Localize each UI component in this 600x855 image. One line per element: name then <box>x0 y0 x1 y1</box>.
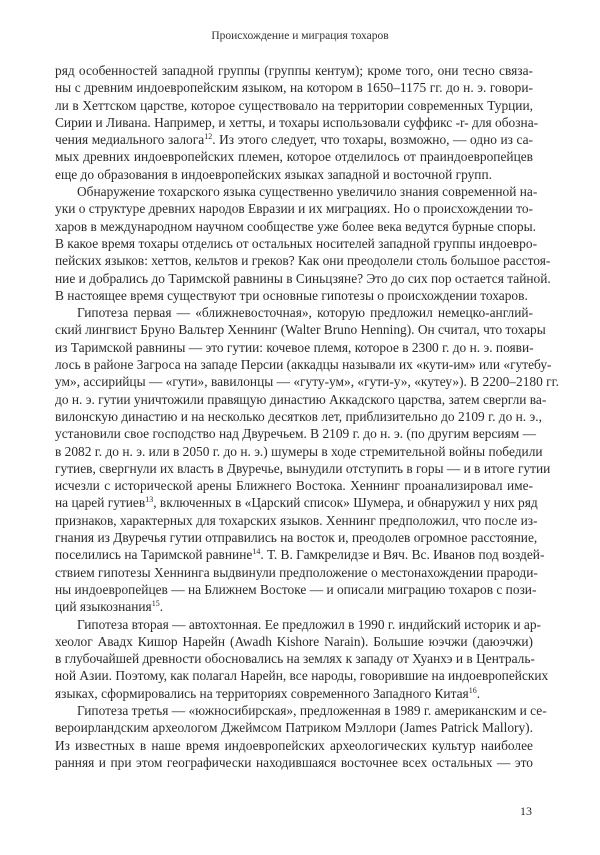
body-text <box>55 62 559 771</box>
text-line: ны с древним индоевропейским языком, на котором в 1650–1175 гг. до н. э. говори- <box>55 80 533 96</box>
text-line: В настоящее время существуют три основные гипотезы о происхождении тохаров. <box>55 287 528 303</box>
text-line: ский лингвист Бруно Вальтер Хеннинг (Walter Bruno Henning). Он считал, что тохары <box>55 322 546 338</box>
footnote-ref[interactable]: 13 <box>145 495 154 505</box>
text-line: установили свое господство над Двуречьем. В 2109 г. до н. э. (по другим версиям — <box>55 426 536 442</box>
text-line: ряд особенностей западной группы (группы кентум); кроме того, они тесно связа- <box>55 63 533 78</box>
text-line: исчезли с исторической арены Ближнего Востока. Хеннинг проанализировал име- <box>55 478 533 494</box>
footnote-ref[interactable]: 12 <box>204 132 213 142</box>
text-line: ной Азии. Поэтому, как полагал Нарейн, все народы, говорившие на индоевропейских <box>55 668 549 684</box>
text-line: Сирии и Ливана. Например, и хетты, и тохары использовали суффикс -r- для обозна- <box>55 114 539 130</box>
text-line: ранняя и при этом географически находившаяся восточнее всех остальных — это <box>55 754 533 770</box>
text-line: ли в Хеттском царстве, которое существовало на территории современных Турции, <box>55 97 533 113</box>
text-line: ум», ассирийцы — «гути», вавилонцы — «гуту-ум», «гути-у», «кутеу»). В 2200–2180 гг. <box>55 374 559 390</box>
text-line: языках, сформировались на территориях современного Западного Китая$^{16}$. <box>55 685 481 701</box>
page-number: 13 <box>520 804 532 818</box>
text-line: Гипотеза вторая — автохтонная. Ее предложил в 1990 г. индийский историк и ар- <box>77 616 541 632</box>
text-line: В какое время тохары отделись от остальных носителей западной группы индоевро- <box>55 235 538 251</box>
text-line: гутиев, свергнули их власть в Двуречье, вынудили отступить в горы — и в итоге гутии <box>55 460 551 476</box>
text-line: ние и добрались до Таримской равнины в Синьцзяне? Это до сих пор остается тайной. <box>55 270 551 286</box>
text-line: уки о структуре древних народов Евразии и их миграциях. Но о происхождении то- <box>55 201 534 217</box>
text-line: из Таримской равнины — это гутии: кочевое племя, которое в 2300 г. до н. э. появи- <box>55 339 534 355</box>
text-line: поселились на Таримской равнине$^{14}$. Т. В. Гамкрелидзе и Вяч. Вс. Иванов под воздей- <box>55 547 545 563</box>
text-line: в глубочайшей древности обосновались на землях к западу от Хуанхэ и в Централь- <box>55 651 535 667</box>
footnote-ref[interactable]: 14 <box>252 547 261 557</box>
text-line: Из известных в наше время индоевропейских археологических культур наиболее <box>55 737 533 753</box>
footnote-ref[interactable]: 15 <box>151 599 160 609</box>
text-line: ны индоевропейцев — на Ближнем Востоке — и описали миграцию тохаров с пози- <box>55 581 537 597</box>
text-line: лось в районе Загроса на западе Персии (аккадцы называли их «кути-им» или «гутебу- <box>55 357 552 373</box>
text-line: Обнаружение тохарского языка существенно увеличило знания современной на- <box>77 184 538 200</box>
text-line: харов в международном научном сообществе уже более века ведутся бурные споры. <box>55 218 536 234</box>
text-line: еще до образования в индоевропейских языках западной и восточной групп. <box>55 166 492 182</box>
paragraph <box>55 183 551 304</box>
paragraph <box>55 62 539 183</box>
footnote-ref[interactable]: 16 <box>468 685 477 695</box>
text-line: хеолог Авадх Кишор Нарейн (Awadh Kishore Narain). Большие юэчжи (даюэчжи) <box>55 633 533 649</box>
paragraph <box>55 702 547 771</box>
text-line: ций языкознания$^{15}$. <box>55 599 164 615</box>
text-line: в 2082 г. до н. э. или в 2050 г. до н. э.) шумеры в ходе стремительной войны победили <box>55 443 543 459</box>
text-line: до н. э. гутии уничтожили правящую династию Аккадского царства, затем свергли ва- <box>55 391 547 407</box>
text-line: чения медиального залога$^{12}$. Из этого следует, что тохары, возможно, — одно из са- <box>55 132 533 148</box>
text-line: Гипотеза третья — «южносибирская», предложенная в 1989 г. американским и се- <box>77 702 547 718</box>
text-line: вероирландским археологом Джеймсом Патриком Мэллори (James Patrick Mallory). <box>55 720 533 736</box>
text-line: Гипотеза первая — «ближневосточная», которую предложил немецко-англий- <box>77 305 533 321</box>
text-line: ствием гипотезы Хеннинга выдвинули предположение о местонахождении прароди- <box>55 564 538 580</box>
running-header: Происхождение и миграция тохаров <box>211 30 389 42</box>
text-line: вилонскую династию и на несколько десятков лет, приблизительно до 2109 г. до н. э., <box>55 408 542 424</box>
text-line: пейских языков: хеттов, кельтов и греков? Как они преодолели столь большое расстоя- <box>55 253 551 269</box>
text-line: мых древних индоевропейских племен, которое отделилось от праиндоевропейцев <box>55 149 533 165</box>
text-line: гнания из Двуречья гутии отправились на восток и, преодолев огромное расстояние, <box>55 530 538 546</box>
paragraph <box>55 304 559 615</box>
paragraph <box>55 616 549 702</box>
text-line: на царей гутиев$^{13}$, включенных в «Царский список» Шумера, и обнаружил у них ряд <box>55 495 538 511</box>
text-line: признаков, характерных для тохарских языков. Хеннинг предположил, что после из- <box>55 512 538 528</box>
